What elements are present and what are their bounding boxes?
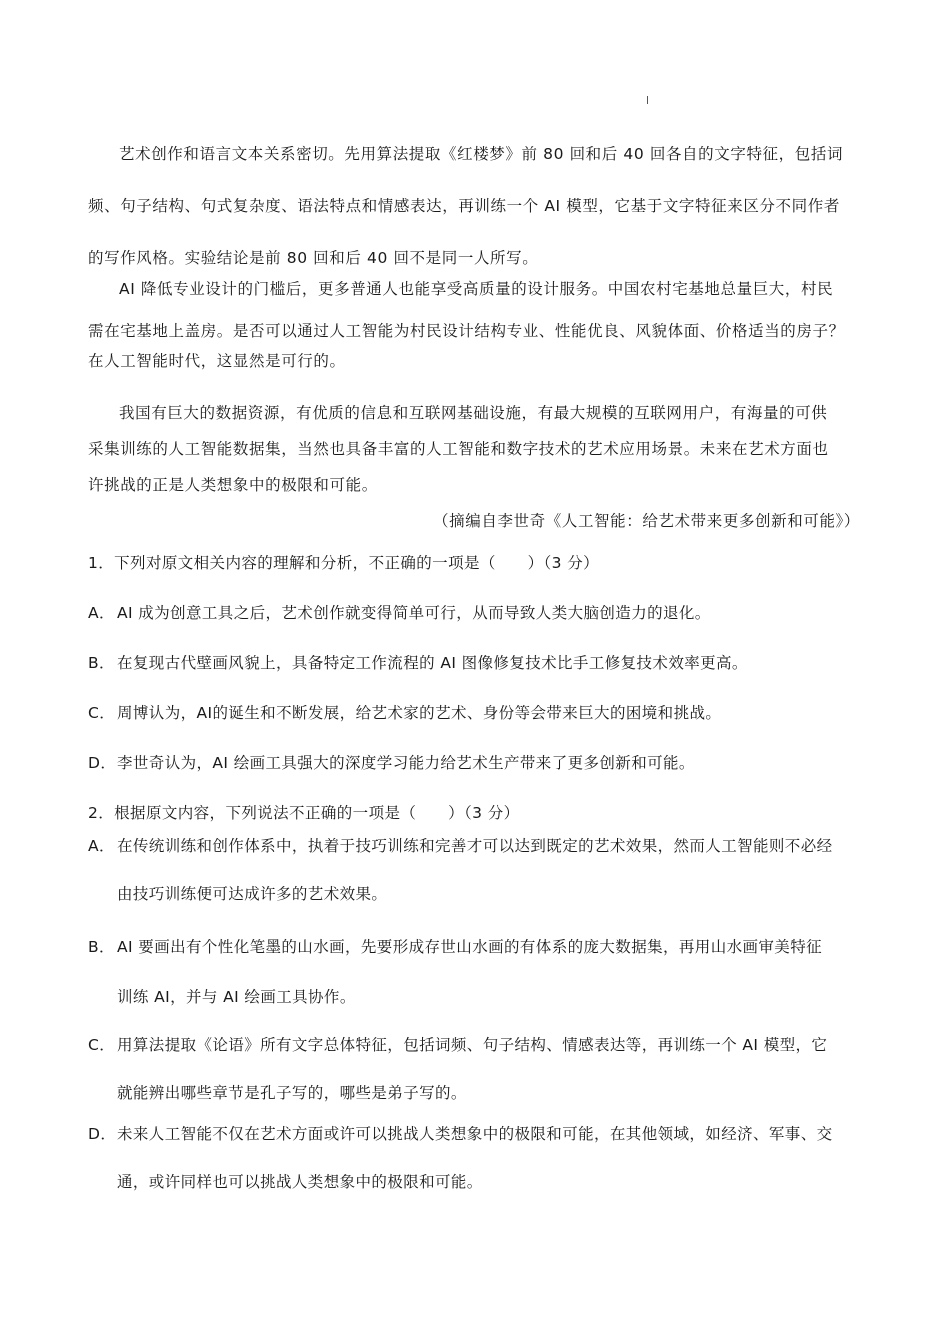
option-label: B． <box>88 654 115 672</box>
option-text: AI 成为创意工具之后，艺术创作就变得简单可行，从而导致人类大脑创造力的退化。 <box>117 604 711 622</box>
option-text: 由技巧训练便可达成许多的艺术效果。 <box>117 885 388 903</box>
option-label: C． <box>88 1036 116 1054</box>
option-text: 用算法提取《论语》所有文字总体特征，包括词频、句子结构、情感表达等，再训练一个 AI 模型，它 <box>117 1036 828 1054</box>
question-2-option-b <box>88 922 868 1022</box>
paragraph-line: 在人工智能时代，这显然是可行的。 <box>88 352 346 370</box>
option-text: 通，或许同样也可以挑战人类想象中的极限和可能。 <box>117 1173 483 1191</box>
option-text: AI 要画出有个性化笔墨的山水画，先要形成存世山水画的有体系的庞大数据集，再用山水画审美特征 <box>117 938 823 956</box>
option-label: A． <box>88 837 115 855</box>
question-2-option-d <box>88 1110 868 1206</box>
passage-paragraph-2 <box>88 277 863 373</box>
question-2-option-a <box>88 822 868 918</box>
option-label: D． <box>88 1125 117 1143</box>
paragraph-line: 的写作风格。实验结论是前 80 回和后 40 回不是同一人所写。 <box>88 249 539 267</box>
question-1-option-c <box>88 701 868 723</box>
option-label: A． <box>88 604 115 622</box>
question-1-option-d <box>88 751 868 773</box>
question-1-option-b <box>88 651 868 673</box>
paragraph-line: 我国有巨大的数据资源，有优质的信息和互联网基础设施，有最大规模的互联网用户，有海量的可供 <box>119 404 828 422</box>
option-text: 李世奇认为，AI 绘画工具强大的深度学习能力给艺术生产带来了更多创新和可能。 <box>117 754 695 772</box>
paragraph-line: 需在宅基地上盖房。是否可以通过人工智能为村民设计结构专业、性能优良、风貌体面、价格适当的房子？ <box>88 322 845 340</box>
option-text: 训练 AI，并与 AI 绘画工具协作。 <box>117 988 356 1006</box>
option-label: B． <box>88 938 115 956</box>
page-mark <box>647 96 648 104</box>
question-1-stem: 1．下列对原文相关内容的理解和分析，不正确的一项是（ ）（3 分） <box>88 554 600 572</box>
paragraph-line: 许挑战的正是人类想象中的极限和可能。 <box>88 476 378 494</box>
paragraph-line: 艺术创作和语言文本关系密切。先用算法提取《红楼梦》前 80 回和后 40 回各自的文字特征，包括词 <box>119 145 844 163</box>
question-1-option-a <box>88 601 868 623</box>
option-text: 在复现古代壁画风貌上，具备特定工作流程的 AI 图像修复技术比手工修复技术效率更高。 <box>117 654 748 672</box>
option-text: 就能辨出哪些章节是孔子写的，哪些是弟子写的。 <box>117 1084 467 1102</box>
option-text: 周博认为，AI的诞生和不断发展，给艺术家的艺术、身份等会带来巨大的困境和挑战。 <box>117 704 722 722</box>
paragraph-line: AI 降低专业设计的门槛后，更多普通人也能享受高质量的设计服务。中国农村宅基地总量巨大，村民 <box>119 280 834 298</box>
passage-paragraph-3 <box>88 395 863 503</box>
option-label: D． <box>88 754 117 772</box>
paragraph-line: 频、句子结构、句式复杂度、语法特点和情感表达，再训练一个 AI 模型，它基于文字特征来区分不同作者 <box>88 197 840 215</box>
option-text: 在传统训练和创作体系中，执着于技巧训练和完善才可以达到既定的艺术效果，然而人工智能则不必经 <box>117 837 833 855</box>
option-label: C． <box>88 704 116 722</box>
question-2-option-c <box>88 1021 868 1117</box>
passage-source: （摘编自李世奇《人工智能：给艺术带来更多创新和可能》） <box>433 512 860 530</box>
option-text: 未来人工智能不仅在艺术方面或许可以挑战人类想象中的极限和可能，在其他领域，如经济、军事、交 <box>117 1125 833 1143</box>
passage-paragraph-1 <box>88 128 863 284</box>
question-2-stem: 2．根据原文内容，下列说法不正确的一项是（ ）（3 分） <box>88 804 520 822</box>
paragraph-line: 采集训练的人工智能数据集，当然也具备丰富的人工智能和数字技术的艺术应用场景。未来在艺术方面也 <box>88 440 829 458</box>
